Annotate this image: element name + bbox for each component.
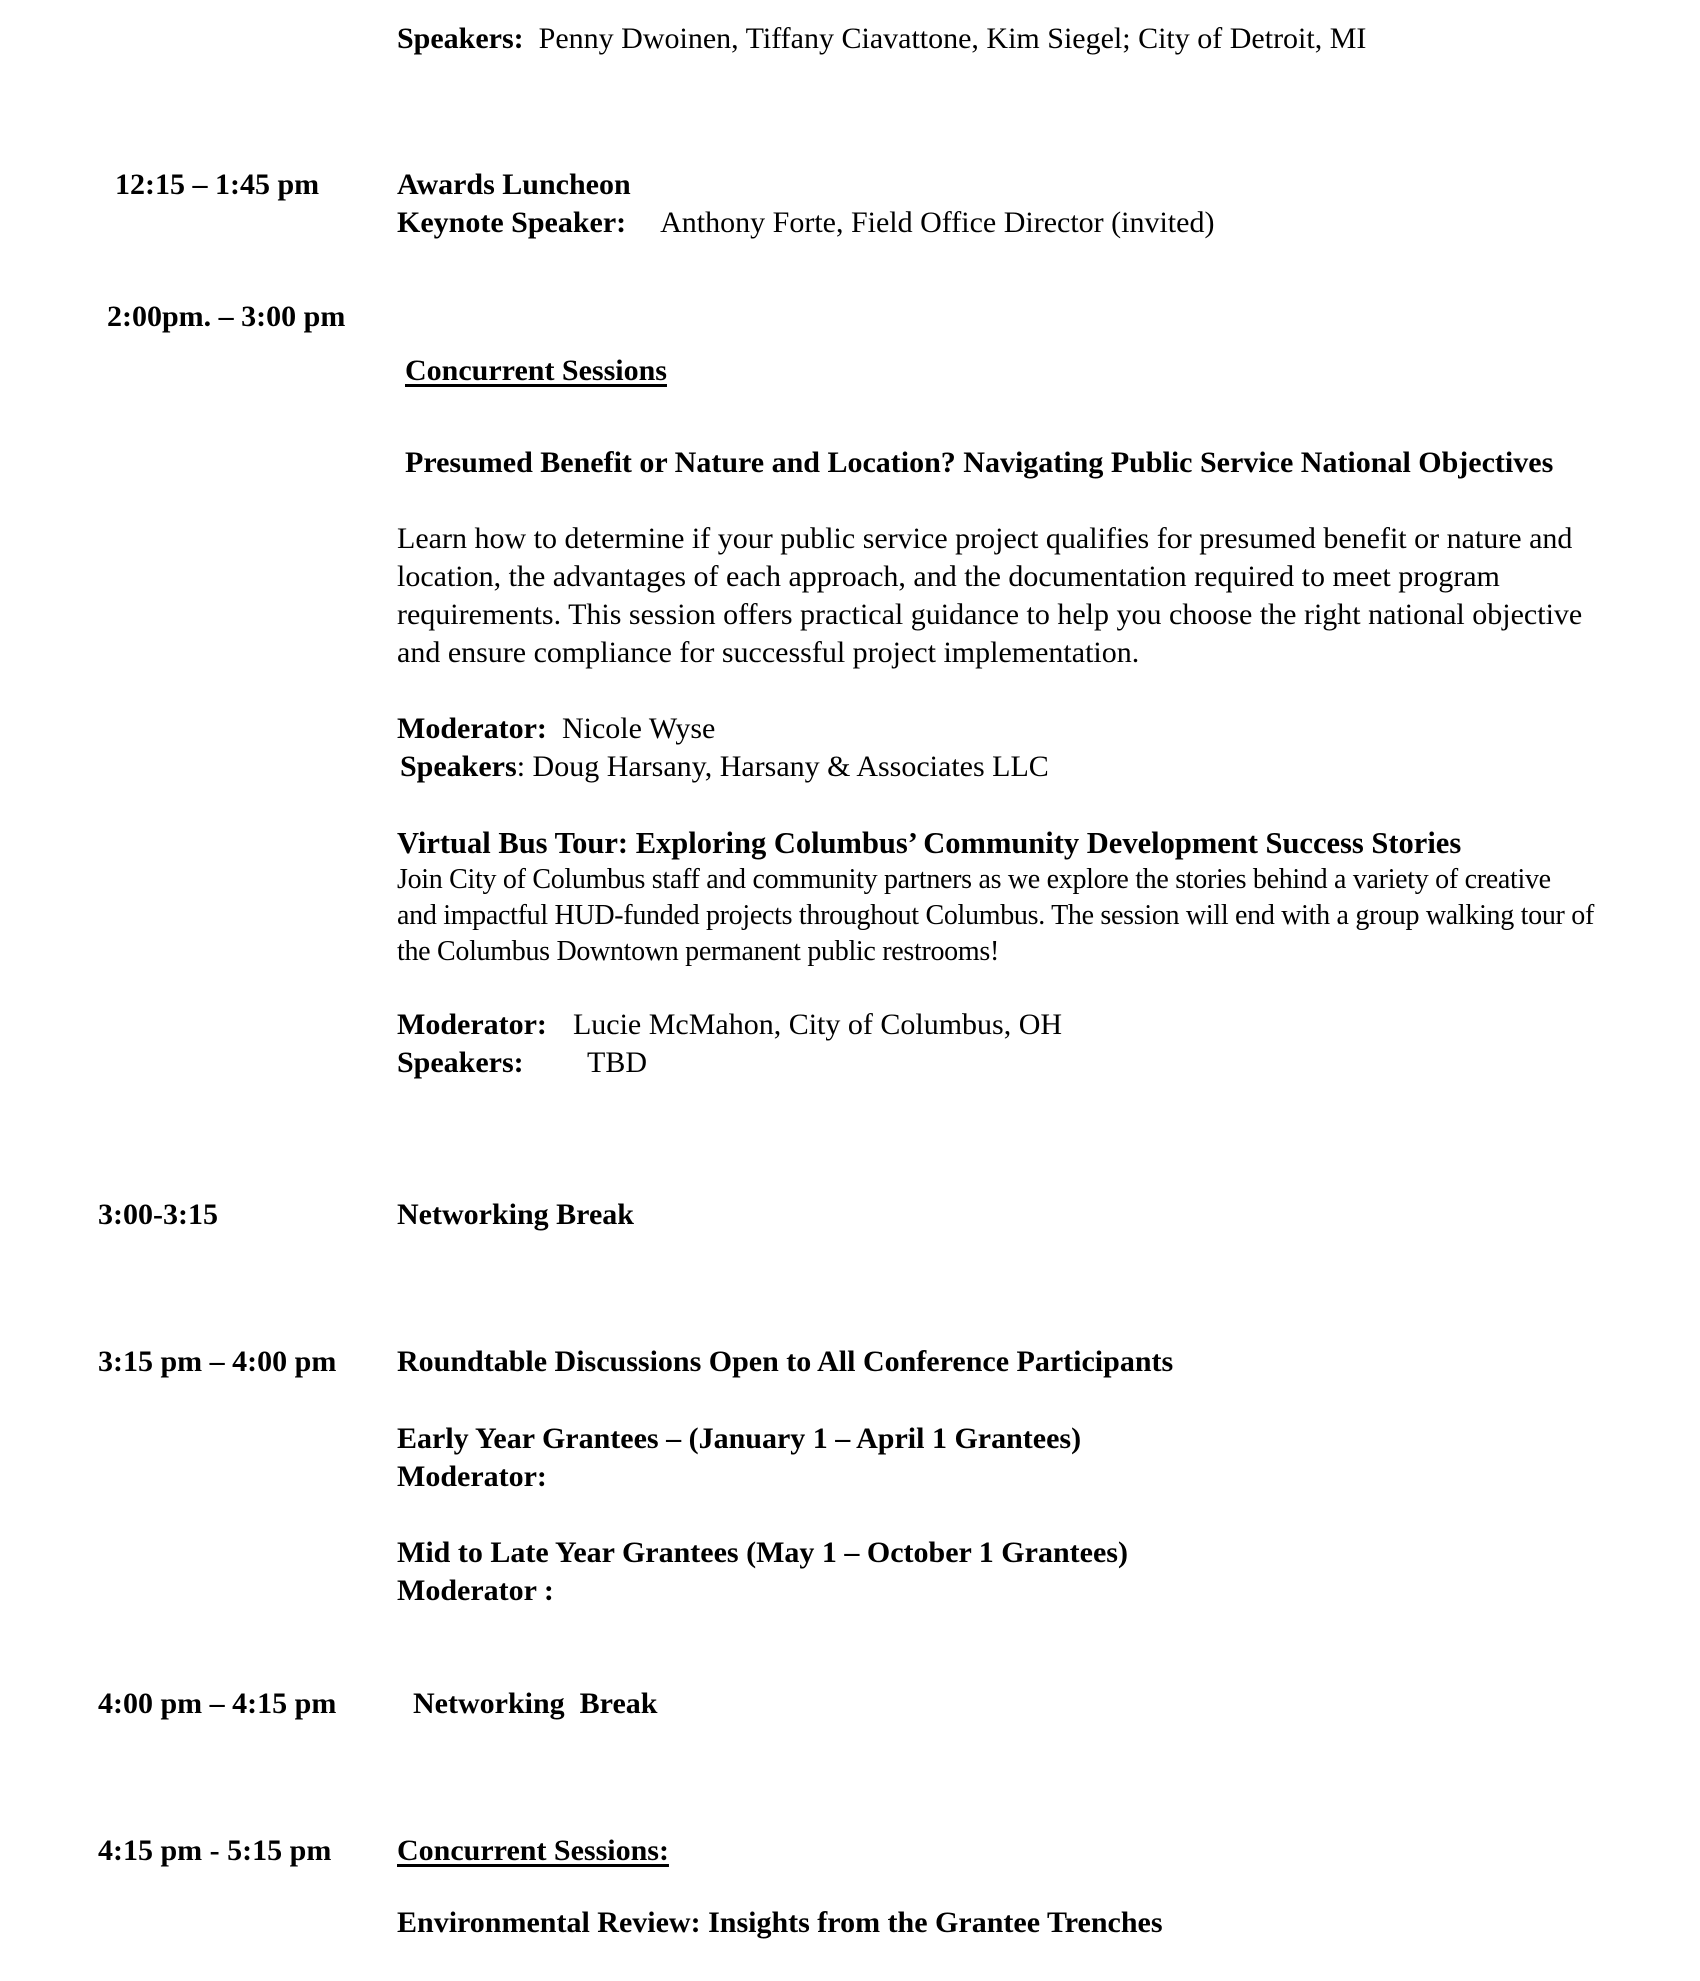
break-time: 4:00 pm – 4:15 pm bbox=[98, 1687, 337, 1720]
roundtable-group-title: Early Year Grantees – (January 1 – April 1 Grantees) bbox=[397, 1422, 1082, 1455]
luncheon-time: 12:15 – 1:45 pm bbox=[115, 168, 320, 201]
roundtable-moderator: Moderator : bbox=[397, 1574, 554, 1607]
moderator-label: Moderator: bbox=[397, 1008, 547, 1041]
speakers-label: Speakers bbox=[400, 750, 517, 783]
speakers-line bbox=[400, 748, 1049, 786]
session-block-time: 2:00pm. – 3:00 pm bbox=[107, 300, 346, 333]
break-title: Networking Break bbox=[413, 1687, 658, 1720]
moderator-line bbox=[397, 1006, 1062, 1044]
roundtable-title: Roundtable Discussions Open to All Conference Participants bbox=[397, 1345, 1174, 1378]
speakers-value: Penny Dwoinen, Tiffany Ciavattone, Kim Siegel; City of Detroit, MI bbox=[538, 22, 1367, 55]
moderator-label: Moderator: bbox=[397, 712, 547, 745]
break-time: 3:00-3:15 bbox=[98, 1198, 218, 1231]
speakers-line bbox=[397, 1044, 647, 1082]
session-description: Learn how to determine if your public service project qualifies for presumed benefit or nature and location, the advantages of each approach, and the documentation required to meet program requirements. This session offers practical guidance to help you choose the right national objective and ensure compliance for successful project implementation. bbox=[397, 522, 1583, 669]
session-description: Join City of Columbus staff and community partners as we explore the stories behind a variety of creative and impactful HUD-funded projects throughout Columbus. The session will end with a group walking tour of the Columbus Downtown permanent public restrooms! bbox=[397, 864, 1594, 967]
keynote-line bbox=[397, 204, 1214, 242]
speakers-value: : Doug Harsany, Harsany & Associates LLC bbox=[516, 750, 1049, 783]
moderator-value: Nicole Wyse bbox=[561, 712, 716, 745]
speakers-label: Speakers: bbox=[397, 1046, 524, 1079]
break-title: Networking Break bbox=[397, 1198, 634, 1231]
top-speakers-line bbox=[397, 20, 1366, 58]
session-block-time: 4:15 pm - 5:15 pm bbox=[98, 1834, 332, 1867]
moderator-value: Lucie McMahon, City of Columbus, OH bbox=[572, 1008, 1063, 1041]
keynote-value: Anthony Forte, Field Office Director (invited) bbox=[660, 206, 1215, 239]
session-title: Environmental Review: Insights from the Grantee Trenches bbox=[397, 1906, 1163, 1939]
speakers-label: Speakers: bbox=[397, 22, 524, 55]
roundtable-moderator: Moderator: bbox=[397, 1460, 547, 1493]
session-title: Presumed Benefit or Nature and Location? Navigating Public Service National Objectives bbox=[405, 446, 1554, 479]
roundtable-time: 3:15 pm – 4:00 pm bbox=[98, 1345, 337, 1378]
keynote-label: Keynote Speaker: bbox=[397, 206, 627, 239]
luncheon-title: Awards Luncheon bbox=[397, 168, 631, 201]
session-title: Virtual Bus Tour: Exploring Columbus’ Community Development Success Stories bbox=[397, 826, 1462, 860]
moderator-line bbox=[397, 710, 715, 748]
concurrent-sessions-heading: Concurrent Sessions: bbox=[397, 1834, 669, 1867]
roundtable-group-title: Mid to Late Year Grantees (May 1 – October 1 Grantees) bbox=[397, 1536, 1128, 1569]
speakers-value: TBD bbox=[587, 1046, 647, 1079]
concurrent-sessions-heading: Concurrent Sessions bbox=[405, 354, 667, 387]
